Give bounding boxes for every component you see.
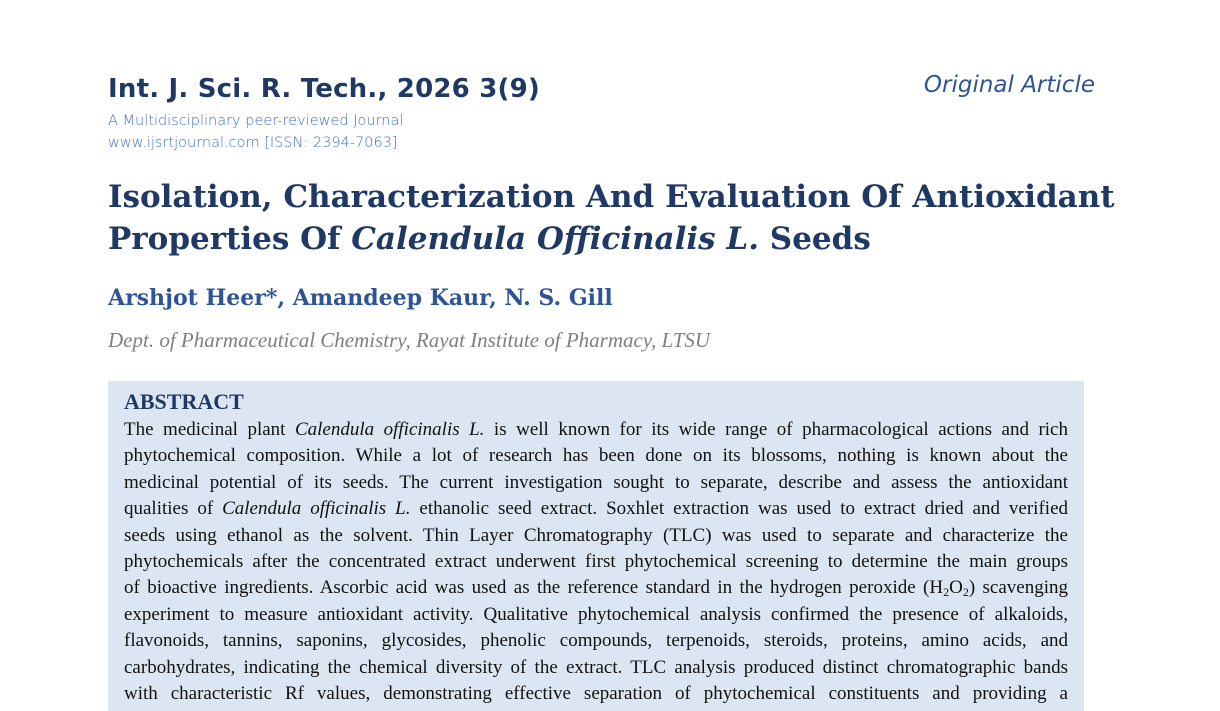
author-list: Arshjot Heer*, Amandeep Kaur, N. S. Gill [108,285,613,311]
abstract-text-run: qualities of [124,498,223,520]
abstract-panel [108,381,1084,711]
abstract-text-run: phytochemicals after the concentrated extract underwent first phytochemical screening to determine the main groups [124,550,1068,572]
subscript: 2 [943,585,950,600]
journal-subtitle: A Multidisciplinary peer-reviewed Journal [108,113,404,129]
abstract-text-run: medicinal potential of its seeds. The current investigation sought to separate, describe and assess the antioxidant [124,471,1068,493]
abstract-text-run: ) scavenging [968,577,1068,599]
abstract-line [124,443,1068,469]
abstract-line [124,549,1068,575]
abstract-text-run: with characteristic Rf values, demonstrating effective separation of phytochemical constituents and providing a [124,682,1068,704]
abstract-line [124,628,1068,654]
article-type-label: Original Article [923,72,1095,98]
title-line-2 [108,218,1108,260]
abstract-line [124,681,1068,707]
abstract-line [124,575,1068,601]
abstract-text-run: flavonoids, tannins, saponins, glycosides, phenolic compounds, terpenoids, steroids, proteins, amino acids, and [124,630,1068,652]
abstract-line [124,655,1068,681]
title-species-name: Calendula Officinalis L. [351,221,760,257]
title-line-2-end: Seeds [759,221,871,257]
abstract-line [124,417,1068,443]
abstract-text-run: experiment to measure antioxidant activity. Qualitative phytochemical analysis confirmed the presence of alkaloids, [124,603,1068,625]
abstract-text [124,417,1068,707]
abstract-line [124,496,1068,522]
abstract-text-run: O [949,577,963,599]
abstract-line [124,602,1068,628]
abstract-text-run: is well known for its wide range of pharmacological actions and rich [484,419,1068,440]
species-name: Calendula officinalis L. [222,498,411,520]
author-affiliation: Dept. of Pharmaceutical Chemistry, Rayat Institute of Pharmacy, LTSU [108,328,711,352]
subscript: 2 [962,585,969,600]
journal-title: Int. J. Sci. R. Tech., 2026 3(9) [108,74,540,104]
title-line-2-start: Properties Of [108,221,352,257]
title-line-1: Isolation, Characterization And Evaluation Of Antioxidant [108,179,1115,215]
paper-title [108,176,1115,260]
species-name: Calendula officinalis L. [294,419,485,440]
abstract-text-run: ethanolic seed extract. Soxhlet extraction was used to extract dried and verified [410,498,1068,520]
abstract-text-run: The medicinal plant [124,419,295,440]
abstract-line [124,470,1068,496]
abstract-heading: ABSTRACT [124,389,244,414]
abstract-text-run: of bioactive ingredients. Ascorbic acid was used as the reference standard in the hydrogen peroxide (H [124,577,944,599]
journal-website[interactable]: www.ijsrtjournal.com [ISSN: 2394-7063] [108,135,398,151]
abstract-line [124,523,1068,549]
abstract-text-run: seeds using ethanol as the solvent. Thin Layer Chromatography (TLC) was used to separate and characterize the [124,524,1068,546]
abstract-text-run: phytochemical composition. While a lot of research has been done on its blossoms, nothing is known about the [124,445,1068,467]
abstract-text-run: carbohydrates, indicating the chemical diversity of the extract. TLC analysis produced distinct chromatographic bands [124,656,1068,678]
